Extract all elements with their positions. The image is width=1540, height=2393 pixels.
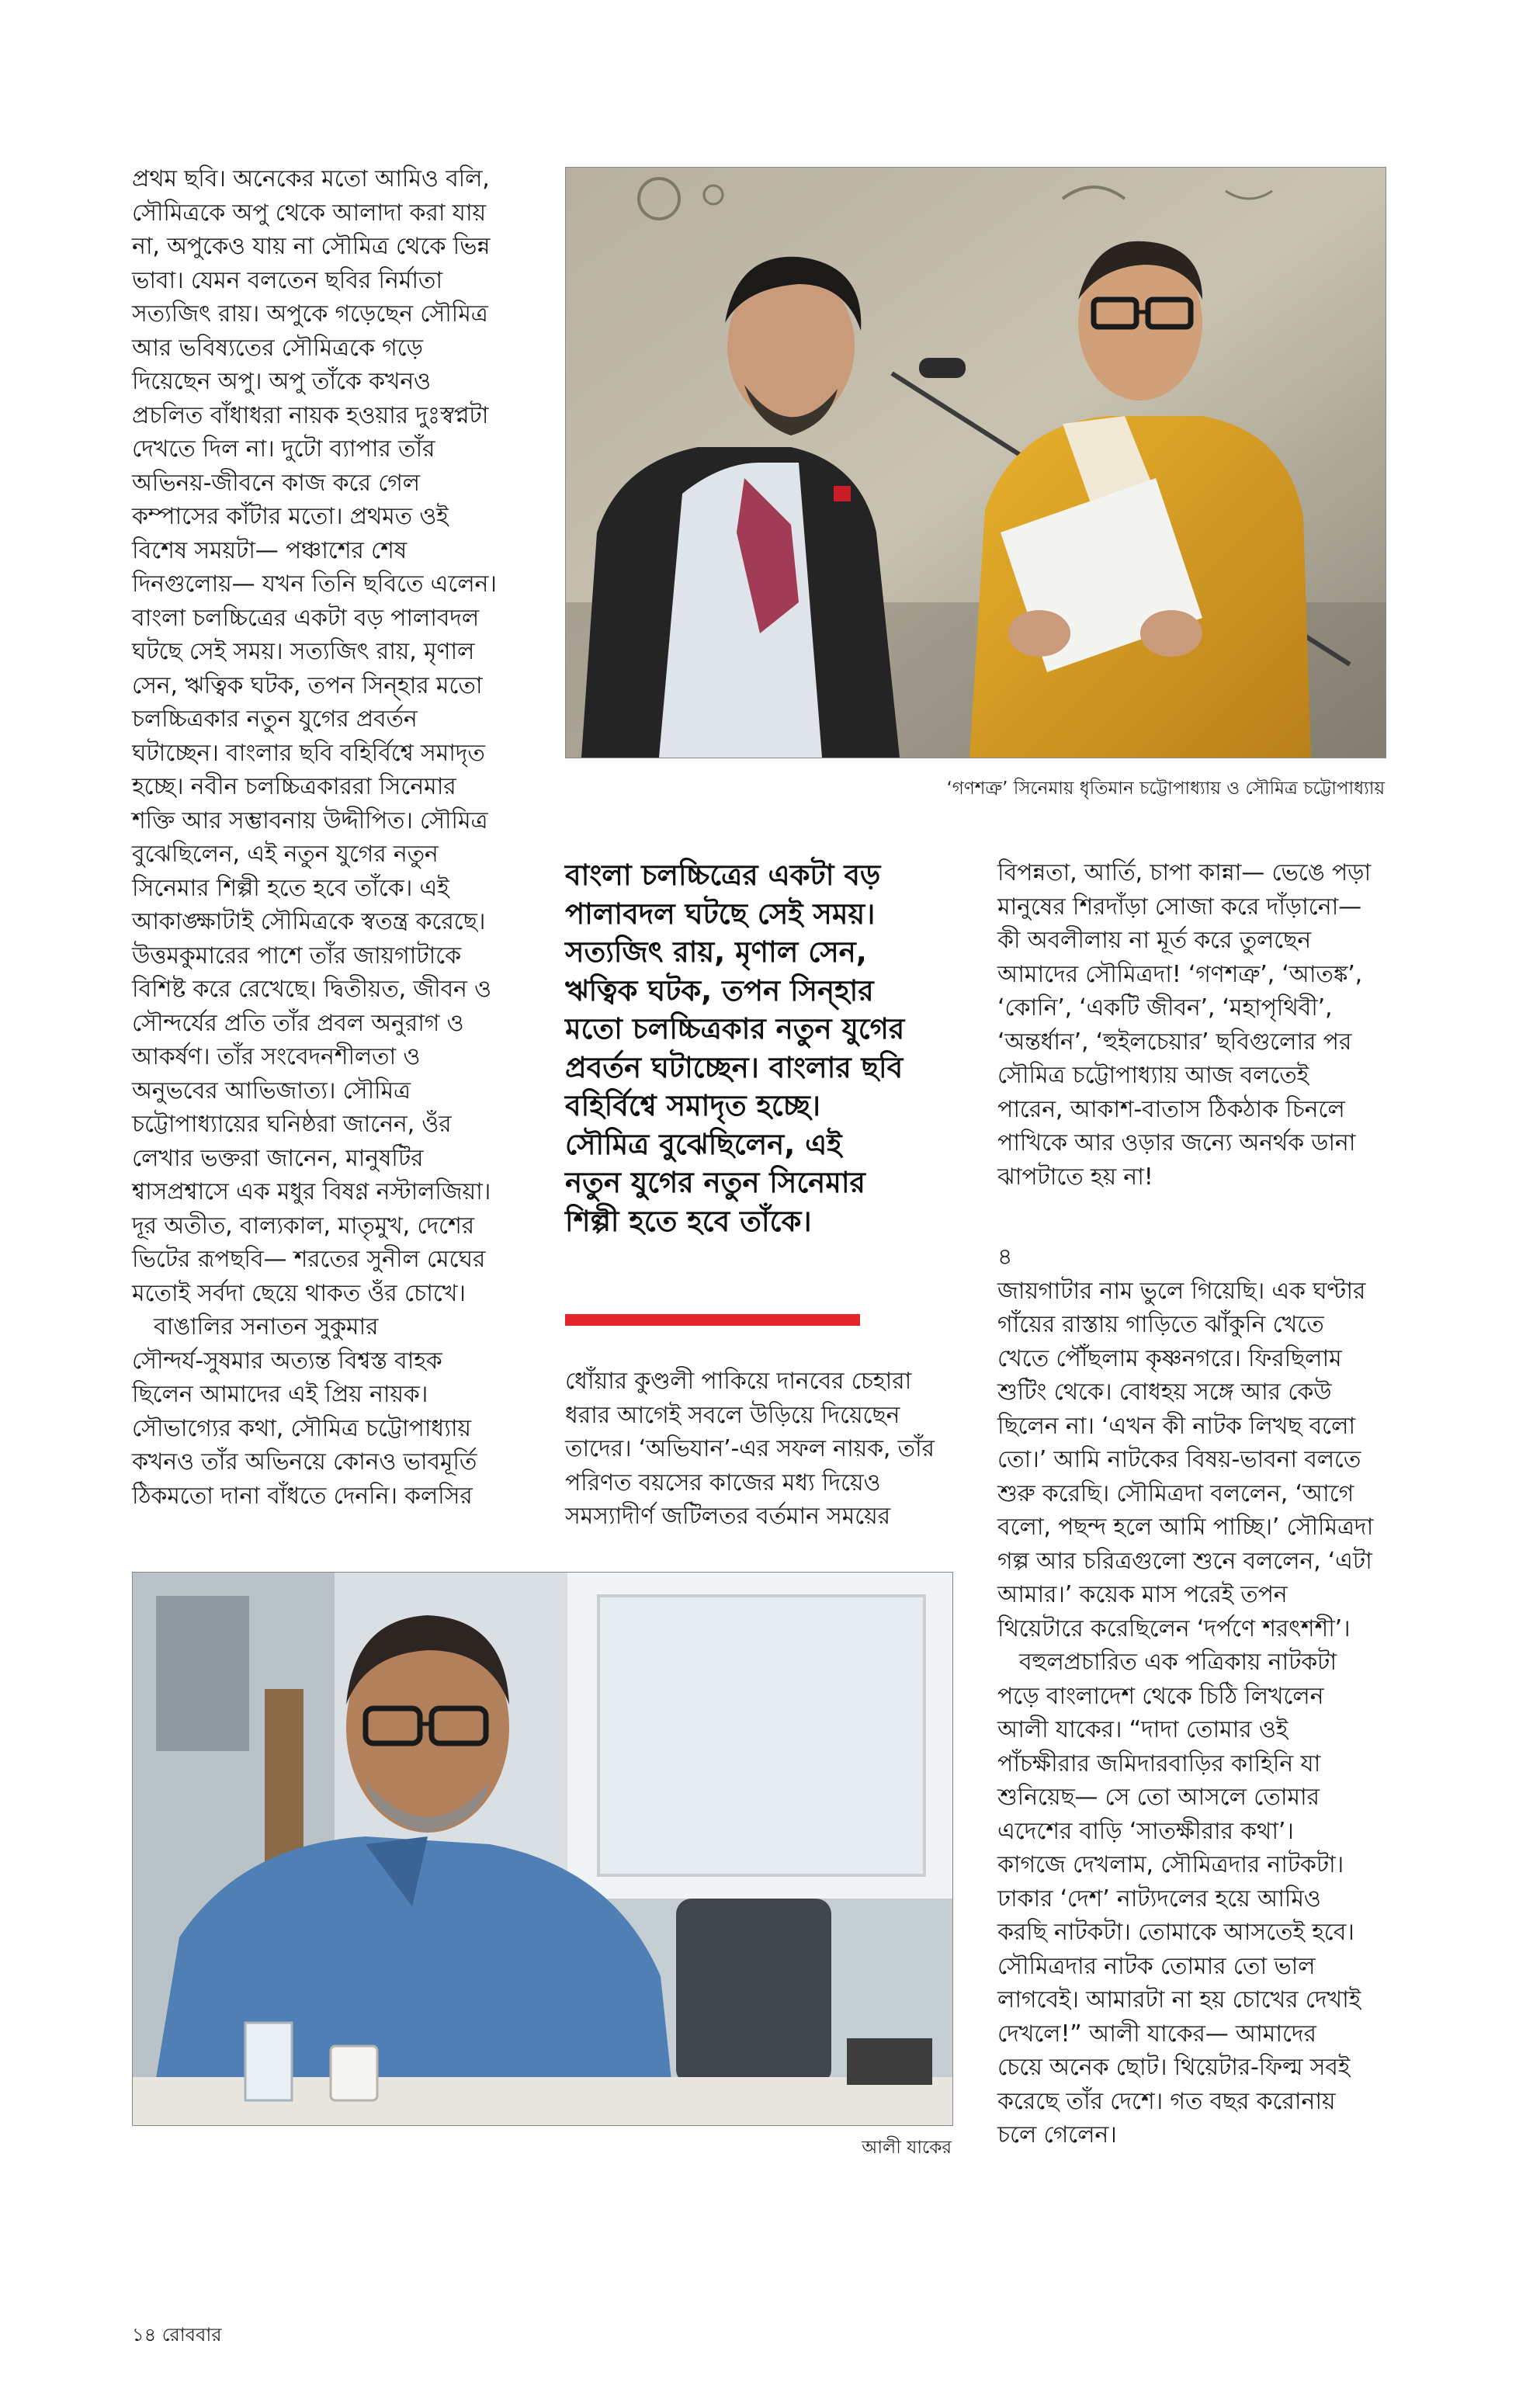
text-line: দিয়েছেন অপু। অপু তাঁকে কখনও [132,368,431,395]
text-line: উত্তমকুমারের পাশে তাঁর জায়গাটাকে [132,942,461,969]
page-footer: ১৪ রোববার [132,2324,222,2346]
text-line: ভাবা। যেমন বলতেন ছবির নির্মাতা [132,266,442,294]
text-line: কখনও তাঁর অভিনয়ে কোনও ভাবমূর্তি [132,1448,477,1476]
text-line: বিশেষ সময়টা— পঞ্চাশের শেষ [132,536,408,564]
pull-quote-line: সত্যজিৎ রায়, মৃণাল সেন, [565,935,867,969]
text-line: শুনিয়েছ— সে তো আসলে তোমার [997,1784,1320,1811]
text-line: আকর্ষণ। তাঁর সংবেদনশীলতা ও [132,1043,421,1070]
text-line: ঘটাচ্ছেন। বাংলার ছবি বহির্বিশ্বে সমাদৃত [132,739,485,767]
pull-quote-line: পালাবদল ঘটছে সেই সময়। [565,897,876,931]
text-line: দিনগুলোয়— যখন তিনি ছবিতে এলেন। [132,571,497,598]
text-line: করছি নাটকটা। তোমাকে আসতেই হবে। [997,1919,1354,1946]
text-line: প্রচলিত বাঁধাধরা নায়ক হওয়ার দুঃস্বপ্নটা [132,401,489,429]
text-line: পরিণত বয়সের কাজের মধ্য দিয়েও [565,1469,881,1496]
text-line: কাগজে দেখলাম, সৌমিত্রদার নাটকটা। [997,1851,1344,1878]
text-line: আমাদের সৌমিত্রদা! ‘গণশত্রু’, ‘আতঙ্ক’, [997,960,1362,988]
text-line: পারেন, আকাশ-বাতাস ঠিকঠাক চিনলে [997,1095,1345,1123]
text-line: চলচ্চিত্রকার নতুন যুগের প্রবর্তন [132,706,418,733]
text-line: ঘটছে সেই সময়। সত্যজিৎ রায়, মৃণাল [132,638,475,665]
text-line: বিপন্নতা, আর্তি, চাপা কান্না— ভেঙে পড়া [997,859,1371,886]
text-line: মানুষের শিরদাঁড়া সোজা করে দাঁড়ানো— [997,893,1361,921]
text-line: শ্বাসপ্রশ্বাসে এক মধুর বিষণ্ণ নস্টালজিয়া। [132,1178,491,1205]
text-line: জায়গাটার নাম ভুলে গিয়েছি। এক ঘণ্টার [997,1277,1366,1305]
text-line: ঢাকার ‘দেশ’ নাট্যদলের হয়ে আমিও [997,1885,1321,1913]
text-line: এদেশের বাড়ি ‘সাতক্ষীরার কথা’। [997,1817,1294,1845]
text-line: পাখিকে আর ওড়ার জন্যে অনর্থক ডানা [997,1129,1356,1157]
text-line: আমার।’ কয়েক মাস পরেই তপন [997,1581,1288,1608]
text-line: সত্যজিৎ রায়। অপুকে গড়েছেন সৌমিত্র [132,300,488,328]
text-line: বলো, পছন্দ হলে আমি পাচ্ছি।’ সৌমিত্রদা [997,1514,1374,1541]
article-column-3 [997,856,1409,2152]
text-line: না, অপুকেও যায় না সৌমিত্র থেকে ভিন্ন [132,233,491,260]
photo-caption-top: ‘গণশত্রু’ সিনেমায় ধৃতিমান চট্টোপাধ্যায় ও সৌমিত্র চট্টোপাধ্যায় [946,779,1385,799]
text-line: সৌমিত্র চট্টোপাধ্যায় আজ বলতেই [997,1062,1309,1089]
pull-quote-line: শিল্পী হতে হবে তাঁকে। [565,1204,812,1238]
text-line: ‘কোনি’, ‘একটি জীবন’, ‘মহাপৃথিবী’, [997,994,1333,1021]
pull-quote-divider [565,1314,860,1326]
pull-quote-line: বহির্বিশ্বে সমাদৃত হচ্ছে। [565,1089,821,1122]
section-number: ৪ [997,1243,1013,1271]
text-line: সৌন্দর্যের প্রতি তাঁর প্রবল অনুরাগ ও [132,1009,464,1037]
pull-quote [565,856,969,1240]
text-line: হচ্ছে। নবীন চলচ্চিত্রকাররা সিনেমার [132,773,456,800]
pull-quote-line: বাংলা চলচ্চিত্রের একটা বড় [565,858,881,892]
text-line: গল্প আর চরিত্রগুলো শুনে বললেন, ‘এটা [997,1547,1372,1575]
text-line: সৌন্দর্য-সুষমার অত্যন্ত বিশ্বস্ত বাহক [132,1347,442,1375]
text-line: চট্টোপাধ্যায়ের ঘনিষ্ঠরা জানেন, ওঁর [132,1111,452,1138]
photo-caption-bottom: আলী যাকের [862,2138,952,2158]
text-line: করেছে তাঁর দেশে। গত বছর করোনায় [997,2087,1336,2115]
text-line: বুঝেছিলেন, এই নতুন যুগের নতুন [132,841,439,868]
text-line: সিনেমার শিল্পী হতে হবে তাঁকে। এই [132,874,449,902]
text-line: আর ভবিষ্যতের সৌমিত্রকে গড়ে [132,334,423,362]
text-line: পড়ে বাংলাদেশ থেকে চিঠি লিখলেন [997,1682,1324,1710]
text-line: ছিলেন আমাদের এই প্রিয় নায়ক। [132,1381,428,1408]
text-line: সৌভাগ্যের কথা, সৌমিত্র চট্টোপাধ্যায় [132,1414,471,1442]
text-line: থিয়েটারে করেছিলেন ‘দর্পণে শরৎশশী’। [997,1614,1351,1642]
text-line: চেয়ে অনেক ছোট। থিয়েটার-ফিল্ম সবই [997,2054,1351,2081]
text-line: সেন, ঋত্বিক ঘটক, তপন সিন্‌হার মতো [132,671,483,699]
text-line: বিশিষ্ট করে রেখেছে। দ্বিতীয়ত, জীবন ও [132,976,491,1003]
text-line: চলে গেলেন। [997,2121,1117,2148]
text-line: দূর অতীত, বাল্যকাল, মাতৃমুখ, দেশের [132,1212,474,1240]
text-line: অনুভবের আভিজাত্য। সৌমিত্র [132,1077,411,1105]
text-line: তাদের। ‘অভিযান’-এর সফল নায়ক, তাঁর [565,1435,935,1462]
text-line: ছিলেন না। ‘এখন কী নাটক লিখছ বলো [997,1412,1355,1440]
text-line: শুরু করেছি। সৌমিত্রদা বললেন, ‘আগে [997,1479,1354,1507]
text-line: পাঁচক্ষীরার জমিদারবাড়ির কাহিনি যা [997,1750,1321,1777]
text-line: বহুলপ্রচারিত এক পত্রিকায় নাটকটা [1019,1649,1337,1676]
portrait-photo [132,1572,953,2126]
pull-quote-line: সৌমিত্র বুঝেছিলেন, এই [565,1127,842,1161]
text-line: ‘অন্তর্ধান’, ‘হুইলচেয়ার’ ছবিগুলোর পর [997,1028,1352,1056]
pull-quote-line: মতো চলচ্চিত্রকার নতুন যুগের [565,1012,905,1046]
text-line: সৌমিত্রকে অপু থেকে আলাদা করা যায় [132,199,486,227]
text-line: খেতে পৌঁছলাম কৃষ্ণনগরে। ফিরছিলাম [997,1344,1342,1372]
text-line: শুটিং থেকে। বোধহয় সঙ্গে আর কেউ [997,1379,1332,1406]
article-column-2 [565,1365,969,1534]
text-line: লেখার ভক্তরা জানেন, মানুষটির [132,1144,424,1172]
text-line: ধোঁয়ার কুণ্ডলী পাকিয়ে দানবের চেহারা [565,1368,912,1395]
text-line: মতোই সর্বদা ছেয়ে থাকত ওঁর চোখে। [132,1279,466,1307]
text-line: আকাঙ্ক্ষাটাই সৌমিত্রকে স্বতন্ত্র করেছে। [132,908,486,935]
article-column-1 [132,162,520,1513]
text-line: শক্তি আর সম্ভাবনায় উদ্দীপিত। সৌমিত্র [132,806,488,834]
text-line: আলী যাকের। “দাদা তোমার ওই [997,1716,1289,1743]
pull-quote-line: প্রবর্তন ঘটাচ্ছেন। বাংলার ছবি [565,1050,904,1084]
text-line: কী অবলীলায় না মূর্ত করে তুলছেন [997,927,1311,954]
text-line: লাগবেই। আমারটা না হয় চোখের দেখাই [997,1986,1361,2013]
text-line: তো।’ আমি নাটকের বিষয়-ভাবনা বলতে [997,1446,1361,1473]
text-line: সমস্যাদীর্ণ জটিলতর বর্তমান সময়ের [565,1503,890,1530]
text-line: ভিটের রূপছবি— শরতের সুনীল মেঘের [132,1246,486,1273]
text-line: বাঙালির সনাতন সুকুমার [154,1313,379,1340]
text-line: দেখতে দিল না। দুটো ব্যাপার তাঁর [132,435,435,463]
text-line: গাঁয়ের রাস্তায় গাড়িতে ঝাঁকুনি খেতে [997,1311,1324,1338]
pull-quote-line: নতুন যুগের নতুন সিনেমার [565,1166,865,1199]
pull-quote-line: ঋত্বিক ঘটক, তপন সিন্‌হার [565,973,874,1007]
text-line: ঝাপটাতে হয় না! [997,1163,1153,1191]
text-line: প্রথম ছবি। অনেকের মতো আমিও বলি, [132,165,490,192]
text-line: দেখলে!” আলী যাকের— আমাদের [997,2020,1316,2048]
film-still-photo [565,167,1386,758]
text-line: সৌমিত্রদার নাটক তোমার তো ভাল [997,1952,1316,1980]
text-line: কম্পাসের কাঁটার মতো। প্রথমত ওই [132,503,449,530]
text-line: ঠিকমতো দানা বাঁধতে দেননি। কলসির [132,1482,473,1510]
text-line: বাংলা চলচ্চিত্রের একটা বড় পালাবদল [132,604,480,632]
text-line: ধরার আগেই সবলে উড়িয়ে দিয়েছেন [565,1401,900,1429]
text-line: অভিনয়-জীবনে কাজ করে গেল [132,469,420,497]
